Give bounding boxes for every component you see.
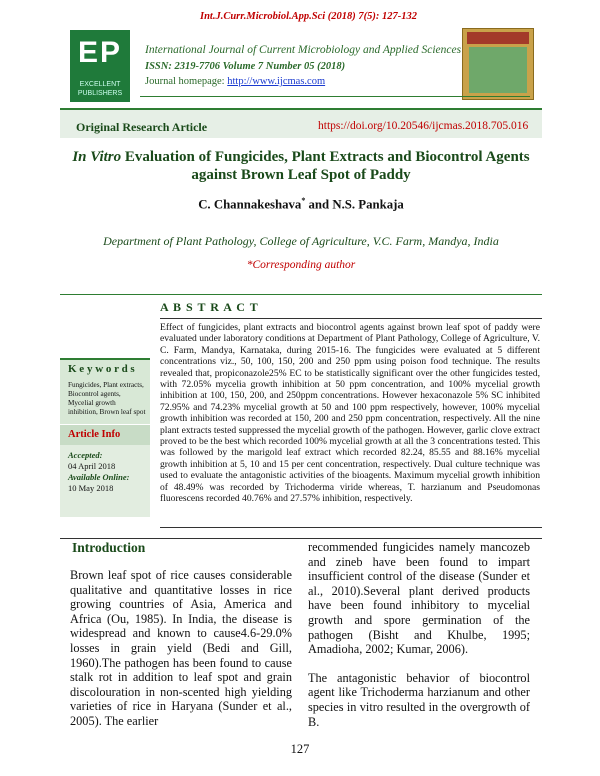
intro-paragraph-right-1: recommended fungicides namely mancozeb and zineb have been found to impart insufficient control of the disease (Sunder et al., 2010).Several plant derived products have been found inhibitory to mycelial growth and spore germination of the pathogen (Bisht and Khulbe, 1995; Amadioha, 2002; Kumar, 2006).: [308, 540, 530, 657]
publisher-logo-letters: EP: [77, 36, 123, 69]
online-label: Available Online:: [68, 472, 130, 482]
body-top-rule: [60, 538, 542, 539]
left-column: [70, 568, 292, 729]
abstract-rule: [160, 318, 542, 319]
authors: [60, 196, 542, 212]
intro-heading: Introduction: [72, 540, 146, 555]
affiliation: Department of Plant Pathology, College of Agriculture, V.C. Farm, Mandya, India: [103, 234, 499, 248]
title-line2: against Brown Leaf Spot of Paddy: [191, 167, 411, 183]
cover-image: [469, 47, 527, 93]
keywords-rule: [60, 358, 150, 360]
author-1: C. Channakeshava: [198, 197, 302, 212]
accepted-label: Accepted:: [68, 450, 103, 460]
article-title: [60, 148, 542, 184]
publisher-logo: [70, 30, 130, 102]
right-column: [308, 540, 530, 729]
author-2: and N.S. Pankaja: [305, 197, 404, 212]
abstract-heading: A B S T R A C T: [160, 300, 259, 314]
citation: Int.J.Curr.Microbiol.App.Sci (2018) 7(5): 127-132: [200, 11, 418, 22]
article-type: Original Research Article: [76, 120, 208, 134]
abstract-bottom-rule: [160, 527, 542, 528]
header-rule: [140, 96, 530, 97]
homepage-label: Journal homepage:: [145, 76, 228, 87]
title-rest: Evaluation of Fungicides, Plant Extracts and Biocontrol Agents: [121, 149, 530, 165]
publisher-logo-text: EXCELLENT PUBLISHERS: [77, 81, 123, 97]
keywords-list: Fungicides, Plant extracts, Biocontrol agents, Mycelial growth inhibition, Brown leaf spot: [68, 381, 146, 416]
accepted-date: 04 April 2018: [68, 461, 116, 471]
intro-paragraph-left: Brown leaf spot of rice causes considerable qualitative and quantitative losses in rice growing countries of Asia, America and Africa (Ou, 1985). In India, the disease is widespread and known to cause4.6-29.0% losses in grain yield (Bedi and Gill, 1960).The pathogen has been found to cause stalk rot in addition to leaf spot and grain discolouration in non-scented high yielding varieties of rice in Haryana (Sunder et al., 2005). The earlier: [70, 568, 292, 728]
title-italic: In Vitro: [72, 149, 122, 165]
abstract-text: Effect of fungicides, plant extracts and biocontrol agents against brown leaf spot of paddy were evaluated under laboratory conditions at Department of Plant Pathology, College of Agriculture, V. C. Farm, Mandya, Karnataka, during 2015-16. The fungicides were evaluated at 5 different concentrations viz., 50, 100, 150, 200 and 250 ppm using poison food technique. The results revealed that, propiconazole25% EC to be statistically significant over the other fungicides tested, with 72.05% mycelia growth inhibition at 50 ppm concentration, and 100% mycelial growth inhibition at 100, 150, 200, and 250ppm concentrations. However hexaconazole 5% SC inhibited 72.95% and 74.23% mycelial growth at 50 and 100 ppm respectively, however, 100% mycelial growth inhibition was recorded at 150, 200 and 250 ppm concentration, respectively. All the nine plant extracts tested suppressed the mycelial growth of the pathogen. However, garlic clove extract proved to be the best which recorded 100% mycelial growth at all the 3 concentrations tested. This was followed by the marigold leaf extract which recorded 82.24, 85.55 and 88.16% mycelial growth inhibition at 5, 10 and 15 per cent concentration, respectively. Dual culture technique was used to evaluate the antagonistic activities of the bioagents. Maximum mycelial growth inhibition of 48.49% was recorded by Trichoderma viride whereas, T. harzianum and Pseudomonas fluorescens recorded 40.76% and 27.57% inhibition, respectively.: [160, 322, 540, 505]
page-number: 127: [290, 742, 310, 756]
homepage-link[interactable]: http://www.ijcmas.com: [227, 76, 326, 87]
corresponding-author: *Corresponding author: [246, 259, 356, 271]
journal-name: International Journal of Current Microbiology and Applied Sciences: [145, 44, 462, 56]
doi-link[interactable]: https://doi.org/10.20546/ijcmas.2018.705.016: [318, 120, 529, 132]
article-type-bar-rule: [60, 108, 542, 110]
abstract-top-rule: [60, 294, 542, 295]
article-info-heading: Article Info: [68, 429, 121, 440]
intro-paragraph-right-2: The antagonistic behavior of biocontrol agent like Trichoderma harzianum and other species in vitro resulted in the overgrowth of B.: [308, 670, 530, 729]
online-date: 10 May 2018: [68, 483, 114, 493]
homepage-line: [145, 76, 465, 87]
cover-title-band: [467, 32, 529, 44]
journal-cover-thumbnail: [462, 28, 534, 100]
keywords-heading: K e y w o r d s: [68, 363, 135, 375]
issn-line: ISSN: 2319-7706 Volume 7 Number 05 (2018): [145, 61, 346, 72]
author-mark: *: [301, 196, 306, 205]
